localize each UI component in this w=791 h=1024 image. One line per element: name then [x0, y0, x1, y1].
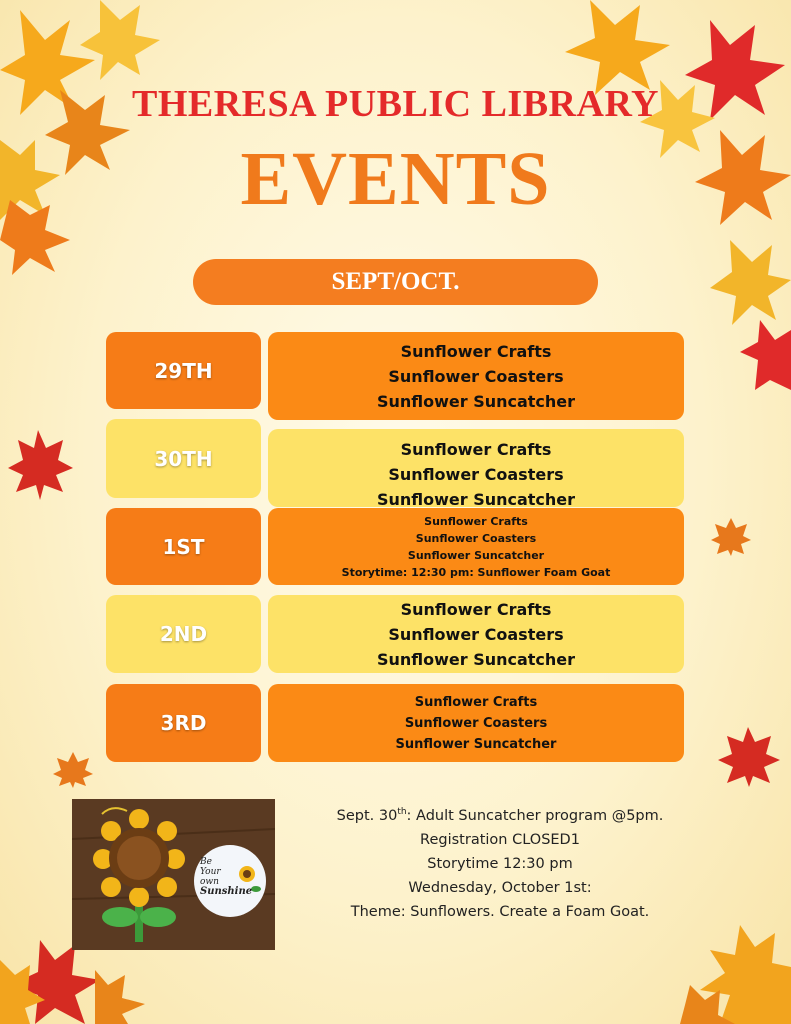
date-box-2nd: [106, 595, 261, 673]
event-item: Sunflower Suncatcher: [376, 391, 576, 411]
event-item: Sunflower Crafts: [400, 439, 552, 459]
event-box-29th: [268, 332, 684, 420]
date-label: 3RD: [160, 711, 207, 735]
event-box-30th: [268, 429, 684, 507]
event-item: Sunflower Coasters: [388, 366, 564, 386]
info-line-5: Theme: Sunflowers. Create a Foam Goat.: [350, 903, 650, 920]
event-item: Sunflower Crafts: [424, 514, 528, 528]
coaster-text: Be Your own Sunshine: [200, 857, 253, 897]
orange-leaf-right-small-icon: [711, 518, 751, 556]
date-label: 1ST: [162, 534, 205, 559]
orange-leaf-left-small-icon: [53, 752, 93, 788]
event-box-3rd: [268, 684, 684, 762]
event-item: Sunflower Coasters: [404, 715, 548, 731]
event-item: Sunflower Coasters: [388, 464, 564, 484]
event-box-2nd: [268, 595, 684, 673]
info-line-3: Storytime 12:30 pm: [427, 855, 573, 872]
red-leaf-right-icon: [718, 727, 780, 787]
info-line-4: Wednesday, October 1st:: [408, 879, 592, 896]
event-item: Sunflower Crafts: [400, 341, 552, 361]
event-item: Storytime: 12:30 pm: Sunflower Foam Goat: [341, 565, 611, 579]
date-box-1st: [106, 508, 261, 585]
library-name: THERESA PUBLIC LIBRARY: [131, 83, 659, 125]
info-line-1: Sept. 30th: Adult Suncatcher program @5pm.: [336, 807, 664, 824]
date-box-3rd: [106, 684, 261, 762]
date-box-29th: [106, 332, 261, 409]
event-item: Sunflower Suncatcher: [407, 548, 545, 562]
event-item: Sunflower Crafts: [400, 599, 552, 619]
event-item: Sunflower Coasters: [388, 624, 564, 644]
event-item: Sunflower Crafts: [414, 694, 538, 710]
date-box-30th: [106, 419, 261, 498]
event-item: Sunflower Suncatcher: [376, 649, 576, 669]
sunflower-crafts-photo: [72, 799, 275, 950]
date-label: 2ND: [159, 622, 208, 646]
event-box-1st: [268, 508, 684, 585]
info-block: [310, 800, 690, 924]
event-item: Sunflower Suncatcher: [395, 736, 557, 752]
month-banner: SEPT/OCT.: [193, 259, 598, 305]
event-item: Sunflower Coasters: [415, 531, 537, 545]
red-leaf-left-icon: [8, 430, 73, 500]
info-line-2: Registration CLOSED1: [420, 831, 580, 848]
date-label: 29TH: [154, 358, 213, 383]
page-title: EVENTS: [240, 137, 551, 221]
date-label: 30TH: [154, 446, 213, 471]
event-item: Sunflower Suncatcher: [376, 489, 576, 509]
maple-leaves-bottom-right-icon: [680, 925, 791, 1024]
